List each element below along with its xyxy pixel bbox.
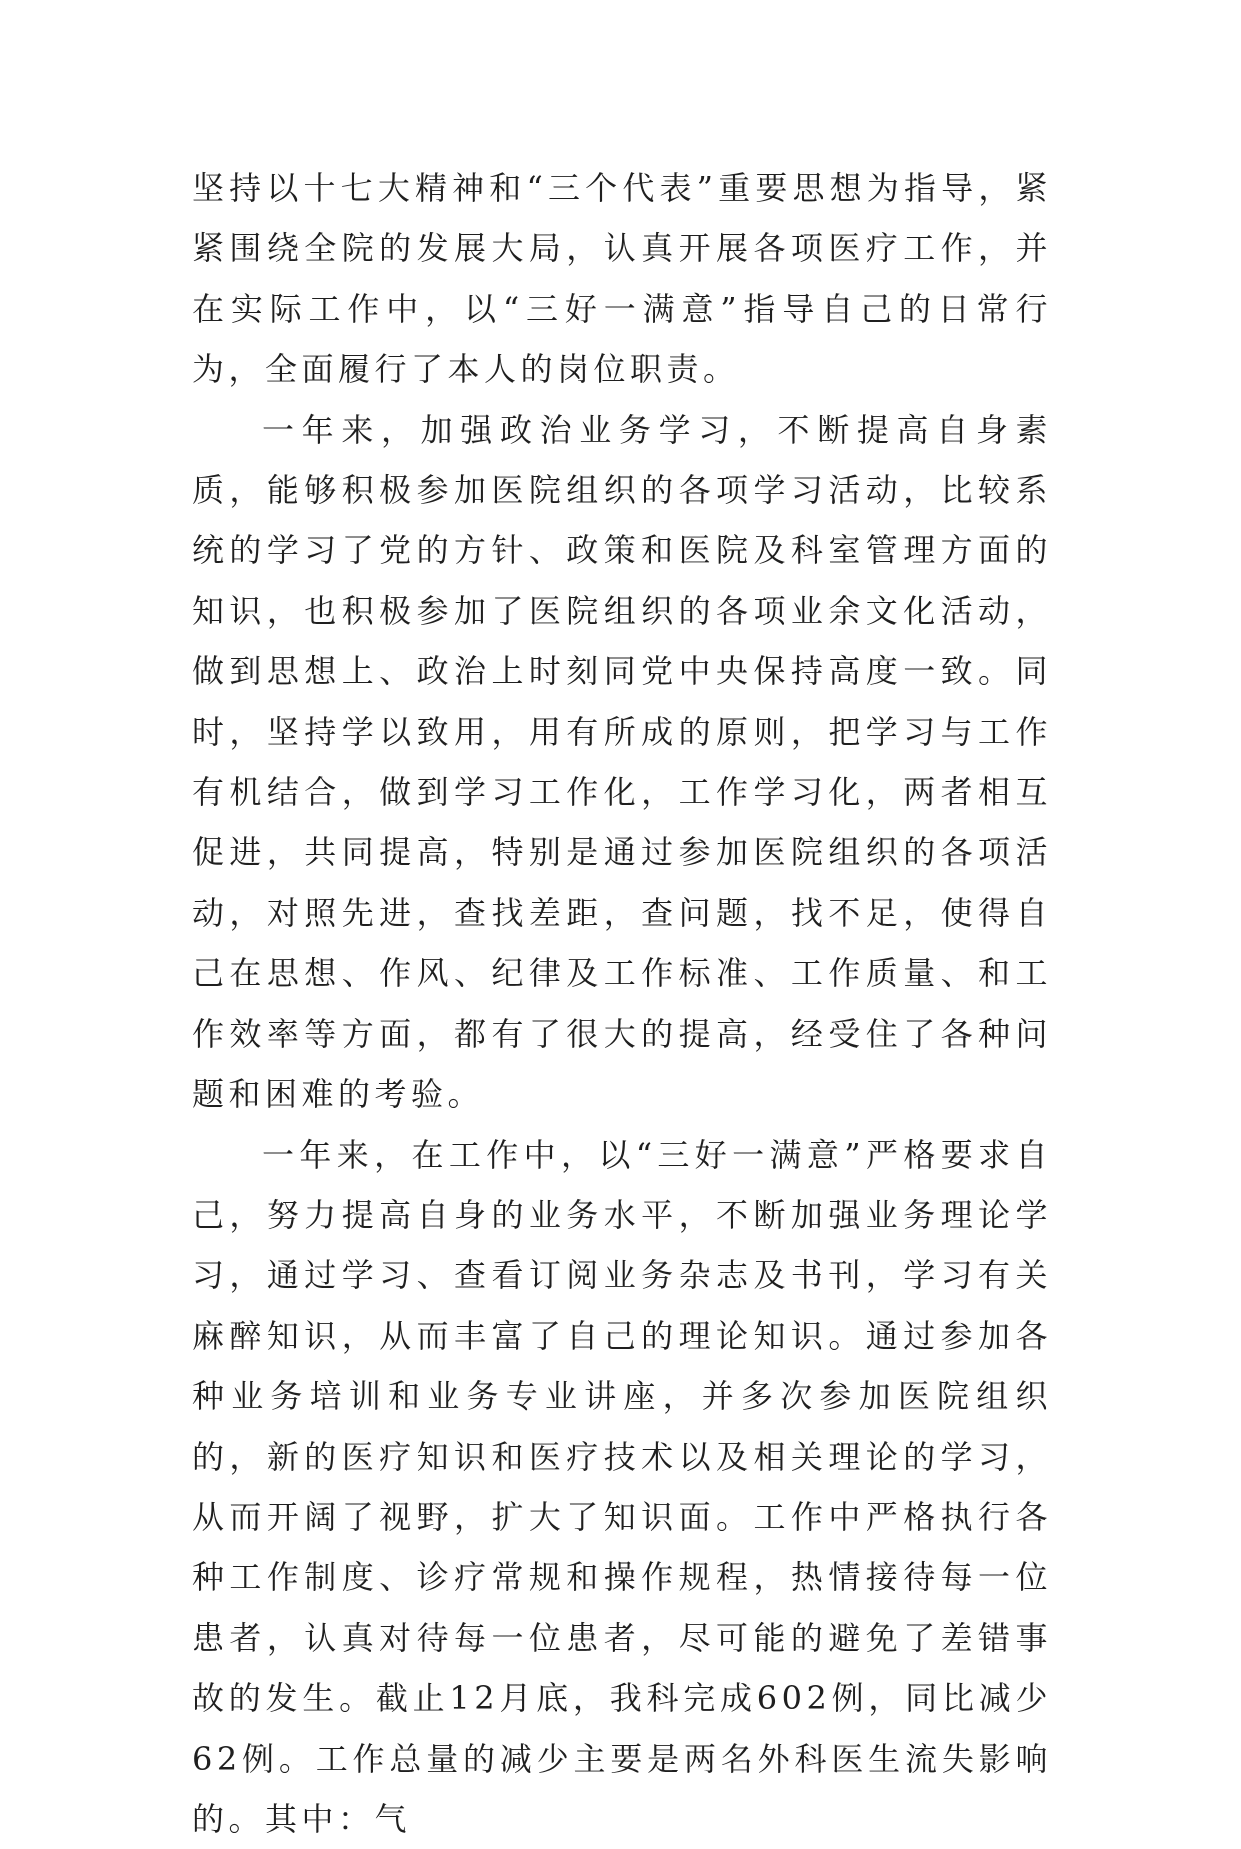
paragraph-2: 一年来，加强政治业务学习，不断提高自身素质，能够积极参加医院组织的各项学习活动，比较系统的学习了党的方针、政策和医院及科室管理方面的知识，也积极参加了医院组织的各项业余文化活动，做到思想上、政治上时刻同党中央保持高度一致。同时，坚持学以致用，用有所成的原则，把学习与工作有机结合，做到学习工作化，工作学习化，两者相互促进，共同提高，特别是通过参加医院组织的各项活动，对照先进，查找差距，查问题，找不足，使得自己在思想、作风、纪律及工作标准、工作质量、和工作效率等方面，都有了很大的提高，经受住了各种问题和困难的考验。: [192, 400, 1052, 1125]
paragraph-3: 一年来，在工作中，以“三好一满意”严格要求自己，努力提高自身的业务水平，不断加强业务理论学习，通过学习、查看订阅业务杂志及书刊，学习有关麻醉知识，从而丰富了自己的理论知识。通过参加各种业务培训和业务专业讲座，并多次参加医院组织的，新的医疗知识和医疗技术以及相关理论的学习，从而开阔了视野，扩大了知识面。工作中严格执行各种工作制度、诊疗常规和操作规程，热情接待每一位患者，认真对待每一位患者，尽可能的避免了差错事故的发生。截止12月底，我科完成602例，同比减少62例。工作总量的减少主要是两名外科医生流失影响的。其中：气: [192, 1125, 1052, 1849]
paragraph-1: 坚持以十七大精神和“三个代表”重要思想为指导，紧紧围绕全院的发展大局，认真开展各项医疗工作，并在实际工作中，以“三好一满意”指导自己的日常行为，全面履行了本人的岗位职责。: [192, 158, 1052, 400]
document-body: [192, 158, 1052, 1849]
